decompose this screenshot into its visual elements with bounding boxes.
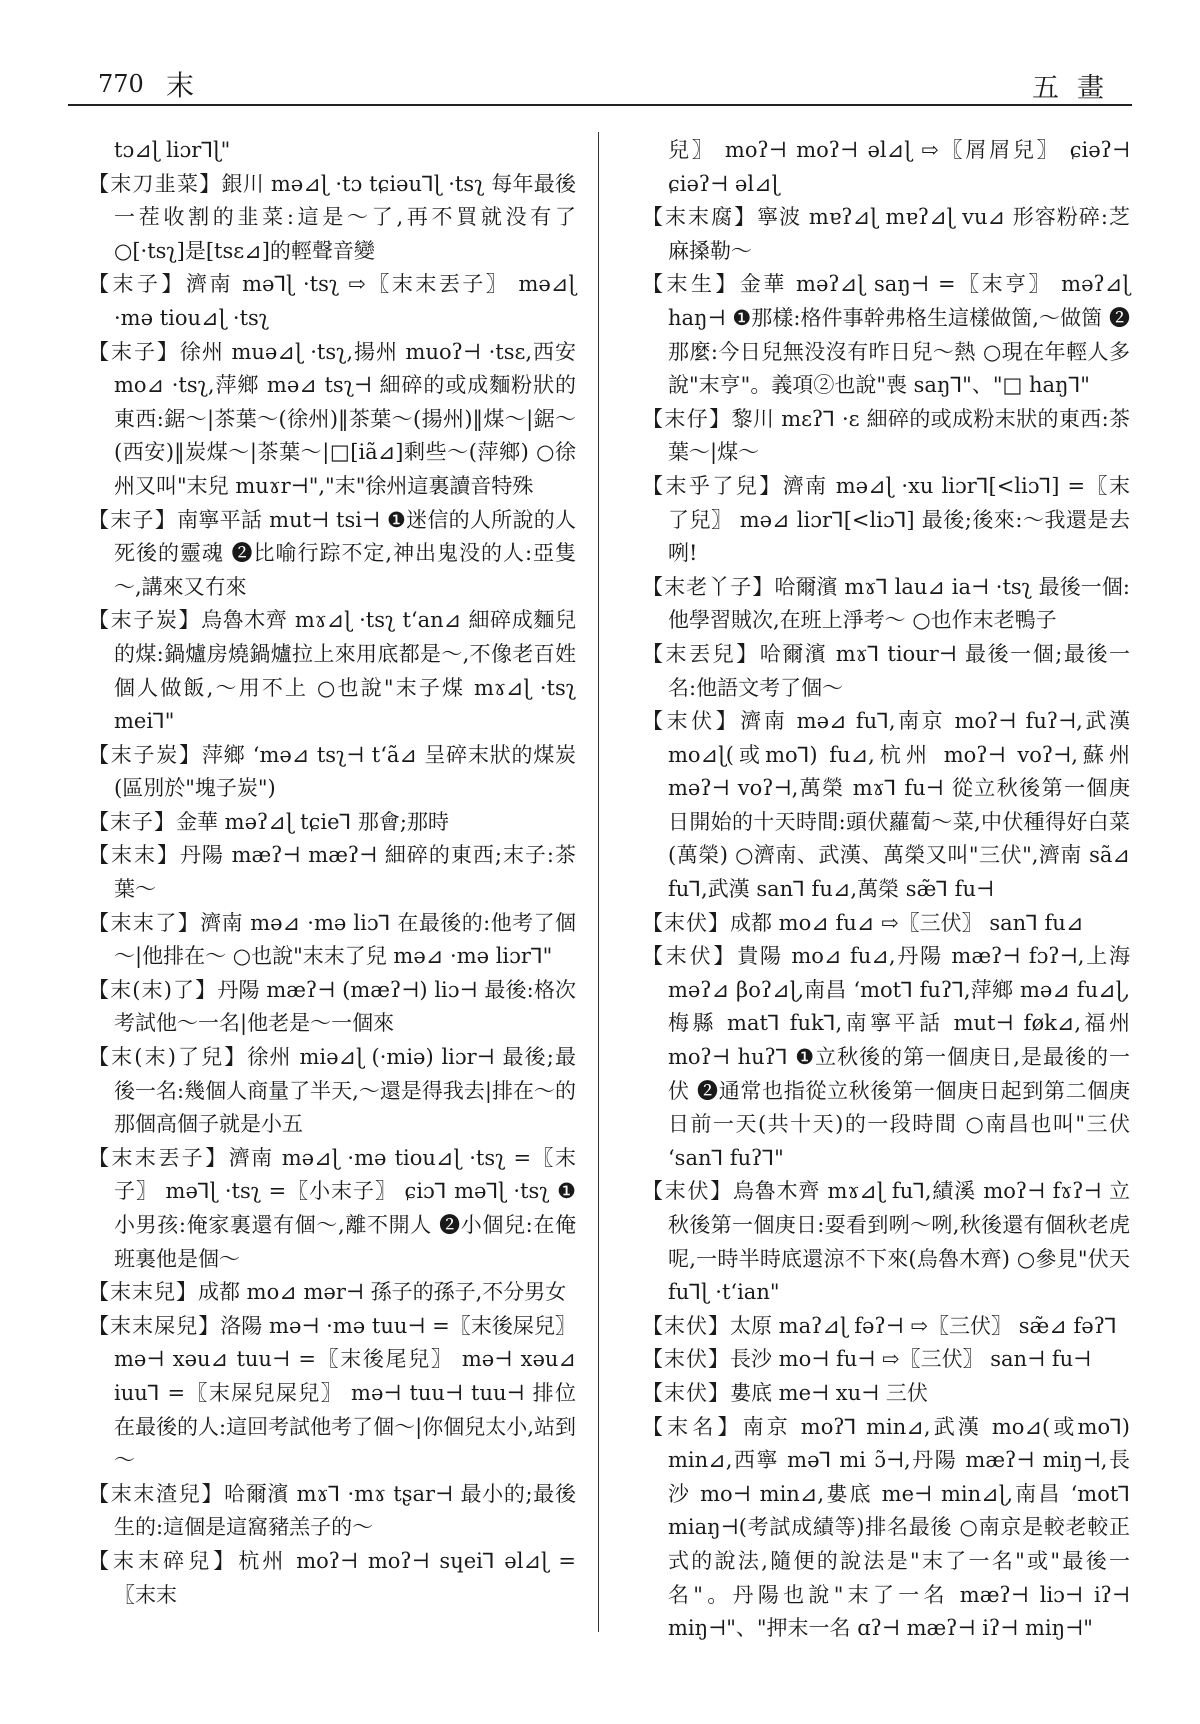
entry-text: 濟南 mə⊿ fu⅂,南京 moʔ⊣ fuʔ⊣,武漢 mo⊿ɭ(或mo⅂) fu⊿,杭州 moʔ⊣ voʔ⊣,蘇州 məʔ⊣ voʔ⊣,萬榮 mɤ⅂ fu⊣ 從立秋後第一個庚日開始的十天時間:頭伏蘿蔔～菜,中伏種得好白菜(萬榮) ○濟南、武漢、萬榮又叫"三伏",濟南 sã⊿ fu⅂,武漢 san⅂ fu⊿,萬榮 sæ̃⅂ fu⊣: [668, 709, 1130, 902]
dictionary-entry: [642, 403, 1131, 470]
entry-headword: 【末子】: [88, 272, 186, 297]
dictionary-entry: [88, 739, 576, 806]
entry-headword: 【末伏】: [642, 944, 738, 969]
dictionary-entry: [642, 1343, 1130, 1377]
entry-text: 萍鄉 ʻmə⊿ tsʅ⊣ tʻã⊿ 呈碎末狀的煤炭(區別於"塊子炭"): [114, 742, 576, 801]
dictionary-entry: [642, 1411, 1130, 1646]
dictionary-entry: [642, 638, 1131, 705]
entry-text: 洛陽 mə⊣ ·mə tuu⊣ =〖末後屎兒〗 mə⊣ xəu⊿ tuu⊣ =〖末後尾兒〗 mə⊣ xəu⊿ iuu⅂ =〖末屎兒屎兒〗 mə⊣ tuu⊣ tuu⊣ 排位在最後的人:這回考試他考了個～|你個兒太小,站到～: [114, 1313, 576, 1473]
entry-headword: 【末(末)了】: [88, 977, 218, 1002]
dictionary-entry: [642, 470, 1131, 571]
entry-text: 哈爾濱 mɤ⅂ ·mɤ tʂar⊣ 最小的;最後生的:這個是這窩豬羔子的～: [114, 1481, 577, 1540]
entry-headword: 【末末了】: [88, 910, 201, 935]
entry-headword: 【末伏】: [642, 1179, 734, 1204]
entry-text: 金華 məʔ⊿ɭ saŋ⊣ =〖末亨〗 məʔ⊿ɭ haŋ⊣ ❶那樣:格件事幹弗格生這樣做箇,～做箇 ❷那麼:今日兒無没沒有昨日兒～熱 ○現在年輕人多說"末亨"。義項②也說"喪 saŋ⅂"、"□ haŋ⅂": [668, 272, 1130, 398]
dictionary-entry: [642, 268, 1130, 402]
entry-text: 濟南 mə⊿ɭ ·mə tiou⊿ɭ ·tsʅ =〖末子〗 mə⅂ɭ ·tsʅ =〖小末子〗 ɕiɔ⅂ mə⅂ɭ ·tsʅ ❶小男孩:俺家裏還有個～,離不開人 ❷小個兒:在俺班裏他是個～: [114, 1145, 576, 1271]
entry-text: 黎川 mɛʔ⅂ ·ɛ 細碎的或成粉末狀的東西:茶葉～|煤～: [668, 406, 1131, 465]
entry-headword: 【末生】: [642, 272, 740, 297]
entry-text: 銀川 mə⊿ɭ ·tɔ tɕiəu⅂ɭ ·tsʅ 每年最後一茬收割的韭菜:這是～了,再不買就没有了 ○[·tsʅ]是[tsɛ⊿]的輕聲音變: [114, 171, 577, 263]
entry-text: 杭州 moʔ⊣ moʔ⊣ sɥei⅂ əl⊿ɭ =〖末末: [114, 1548, 576, 1607]
dictionary-entry: [88, 806, 576, 840]
entry-continuation: [114, 134, 576, 168]
entry-headword: 【末子】: [88, 809, 176, 834]
entry-text: 徐州 muə⊿ɭ ·tsʅ,揚州 muoʔ⊣ ·tsɛ,西安 mo⊿ ·tsʅ,萍鄉 mə⊿ tsʅ⊣ 細碎的或成麵粉狀的東西:鋸～|茶葉～(徐州)‖茶葉～(揚州)‖煤～|鋸～(西安)‖炭煤～|茶葉～|□[iã⊿]剩些～(萍鄉) ○徐州又叫"末兒 muɤr⊣","末"徐州這裏讀音特殊: [114, 339, 576, 498]
dictionary-entry: [88, 907, 577, 974]
entry-text: 濟南 mə⊿ɭ ·xu liɔr⅂[<liɔ⅂] =〖末了兒〗 mə⊿ liɔr⅂[<liɔ⅂] 最後;後來:～我還是去咧!: [668, 473, 1131, 566]
entry-text: tɔ⊿ɭ liɔr⅂ɭ": [114, 138, 231, 162]
dictionary-entry: [642, 1377, 1130, 1411]
dictionary-entry: [88, 604, 576, 738]
entry-headword: 【末(末)了兒】: [88, 1045, 248, 1070]
entry-headword: 【末仔】: [642, 406, 732, 431]
entry-headword: 【末末兒】: [88, 1280, 198, 1305]
entry-text: 南京 moʔ⅂ min⊿,武漢 mo⊿(或mo⅂) min⊿,西寧 mə⅂ mi ɔ̃⊣,丹陽 mæʔ⊣ miŋ⊣,長沙 mo⊣ min⊿,婁底 me⊣ min⊿ɭ,南昌 ʻmot⅂ miaŋ⊣(考試成績等)排名最後 ○南京是較老較正式的說法,隨便的說法是"末了一名"或"最後一名"。丹陽也說"末了一名 mæʔ⊣ liɔ⊣ iʔ⊣ miŋ⊣"、"押末一名 ɑʔ⊣ mæʔ⊣ iʔ⊣ miŋ⊣": [668, 1414, 1130, 1641]
entry-headword: 【末末渣兒】: [88, 1481, 225, 1506]
dictionary-entry: [88, 1276, 576, 1310]
dictionary-entry: [642, 705, 1130, 907]
entry-text: 濟南 mə⅂ɭ ·tsʅ ⇨〖末末丟子〗 mə⊿ɭ ·mə tiou⊿ɭ ·tsʅ: [114, 272, 577, 330]
dictionary-entry: [88, 839, 576, 906]
head-character: 末: [166, 69, 195, 102]
entry-text: 徐州 miə⊿ɭ (·miə) liɔr⊣ 最後;最後一名:幾個人商量了半天,～還是得我去|排在～的那個高個子就是小五: [114, 1045, 576, 1137]
entry-headword: 【末伏】: [642, 1347, 730, 1372]
dictionary-entry: [88, 268, 577, 335]
entry-text: 哈爾濱 mɤ⅂ lau⊿ ia⊣ ·tsʅ 最後一個:他學習賊次,在班上淨考～ ○也作末老鴨子: [668, 574, 1131, 633]
dictionary-entry: [88, 1142, 576, 1276]
entry-headword: 【末伏】: [642, 1313, 730, 1338]
column-divider: [598, 132, 599, 1632]
entry-text: 成都 mo⊿ mər⊣ 孫子的孫子,不分男女: [198, 1280, 567, 1305]
dictionary-entry: [88, 504, 577, 605]
entry-text: 烏魯木齊 mɤ⊿ɭ fu⅂,績溪 moʔ⊣ fɤʔ⊣ 立秋後第一個庚日:耍看到咧～咧,秋後還有個秋老虎呢,一時半時底還涼不下來(烏魯木齊) ○參見"伏天 fu⅂ɭ ·tʻian": [668, 1179, 1130, 1305]
entry-headword: 【末伏】: [642, 1380, 730, 1405]
entry-headword: 【末末碎兒】: [88, 1548, 239, 1573]
entry-text: 南寧平話 mut⊣ tsi⊣ ❶迷信的人所說的人死後的靈魂 ❷比喻行踪不定,神出鬼没的人:亞隻～,講來又冇來: [114, 507, 577, 599]
entry-text: 貴陽 mo⊿ fu⊿,丹陽 mæʔ⊣ fɔʔ⊣,上海 məʔ⊿ βoʔ⊿ɭ,南昌 ʻmot⅂ fuʔ⅂,萍鄉 mə⊿ fu⊿ɭ,梅縣 mat⅂ fuk⅂,南寧平話 mut⊣ føk⊿,福州 moʔ⊣ huʔ⅂ ❶立秋後的第一個庚日,是最後的一伏 ❷通常也指從立秋後第一個庚日起到第二個庚日前一天(共十天)的一段時間 ○南昌也叫"三伏 ʻsan⅂ fuʔ⅂": [668, 944, 1131, 1170]
entry-text: 寧波 mɐʔ⊿ɭ mɐʔ⊿ɭ vu⊿ 形容粉碎:芝麻搡勒～: [668, 205, 1131, 263]
page-number: 770: [98, 70, 144, 98]
entry-headword: 【末末腐】: [642, 205, 758, 230]
right-column: [642, 134, 1130, 1646]
dictionary-entry: [88, 1478, 577, 1545]
entry-text: 哈爾濱 mɤ⅂ tiour⊣ 最後一個;最後一名:他語文考了個～: [668, 641, 1131, 700]
left-column: [88, 134, 576, 1612]
dictionary-entry: [642, 571, 1131, 638]
entry-text: 太原 maʔ⊿ɭ fəʔ⊣ ⇨〖三伏〗 sæ̃⊿ fəʔ⅂: [730, 1313, 1117, 1338]
entry-headword: 【末伏】: [642, 910, 730, 935]
entry-text: 金華 məʔ⊿ɭ tɕie⅂ 那會;那時: [176, 809, 449, 834]
dictionary-entry: [88, 168, 577, 269]
dictionary-entry: [642, 940, 1131, 1175]
entry-headword: 【末子】: [88, 507, 178, 532]
section-title: 五畫: [1032, 73, 1122, 104]
dictionary-entry: [642, 1310, 1130, 1344]
entry-headword: 【末刀韭菜】: [88, 171, 222, 196]
entry-headword: 【末子炭】: [88, 608, 202, 633]
entry-headword: 【末名】: [642, 1414, 743, 1439]
entry-headword: 【末丟兒】: [642, 641, 760, 666]
entry-headword: 【末老丫子】: [642, 574, 775, 599]
dictionary-entry: [88, 1545, 576, 1612]
entry-headword: 【末末】: [88, 843, 180, 868]
entry-text: 成都 mo⊿ fu⊿ ⇨〖三伏〗 san⅂ fu⊿: [730, 910, 1084, 935]
entry-text: 濟南 mə⊿ ·mə liɔ⅂ 在最後的:他考了個～|他排在～ ○也說"末末了兒 mə⊿ ·mə liɔr⅂": [114, 910, 577, 969]
entry-headword: 【末末丟子】: [88, 1145, 229, 1170]
dictionary-entry: [642, 201, 1131, 268]
dictionary-entry: [88, 336, 576, 504]
entry-text: 丹陽 mæʔ⊣ (mæʔ⊣) liɔ⊣ 最後:格次考試他～一名|他老是～一個來: [114, 977, 576, 1036]
entry-text: 丹陽 mæʔ⊣ mæʔ⊣ 細碎的東西;末子:茶葉～: [114, 843, 576, 902]
entry-headword: 【末伏】: [642, 709, 741, 734]
entry-headword: 【末子】: [88, 339, 180, 364]
dictionary-entry: [88, 974, 576, 1041]
page-header: [68, 60, 1132, 106]
dictionary-entry: [88, 1041, 576, 1142]
entry-continuation: [668, 134, 1130, 201]
entry-headword: 【末乎了兒】: [642, 473, 783, 498]
entry-headword: 【末子炭】: [88, 742, 202, 767]
entry-headword: 【末末屎兒】: [88, 1313, 221, 1338]
entry-text: 烏魯木齊 mɤ⊿ɭ ·tsʅ tʻan⊿ 細碎成麵兒的煤:鍋爐房燒鍋爐拉上來用底都是～,不像老百姓個人做飯,～用不上 ○也說"末子煤 mɤ⊿ɭ ·tsʅ mei⅂": [114, 608, 576, 734]
entry-text: 長沙 mo⊣ fu⊣ ⇨〖三伏〗 san⊣ fu⊣: [730, 1347, 1092, 1372]
dictionary-entry: [642, 907, 1130, 941]
entry-text: 兒〗 moʔ⊣ moʔ⊣ əl⊿ɭ ⇨〖屑屑兒〗 ɕiəʔ⊣ ɕiəʔ⊣ əl⊿ɭ: [668, 138, 1130, 196]
entry-text: 婁底 me⊣ xu⊣ 三伏: [730, 1380, 928, 1405]
dictionary-entry: [642, 1175, 1130, 1309]
dictionary-entry: [88, 1310, 576, 1478]
